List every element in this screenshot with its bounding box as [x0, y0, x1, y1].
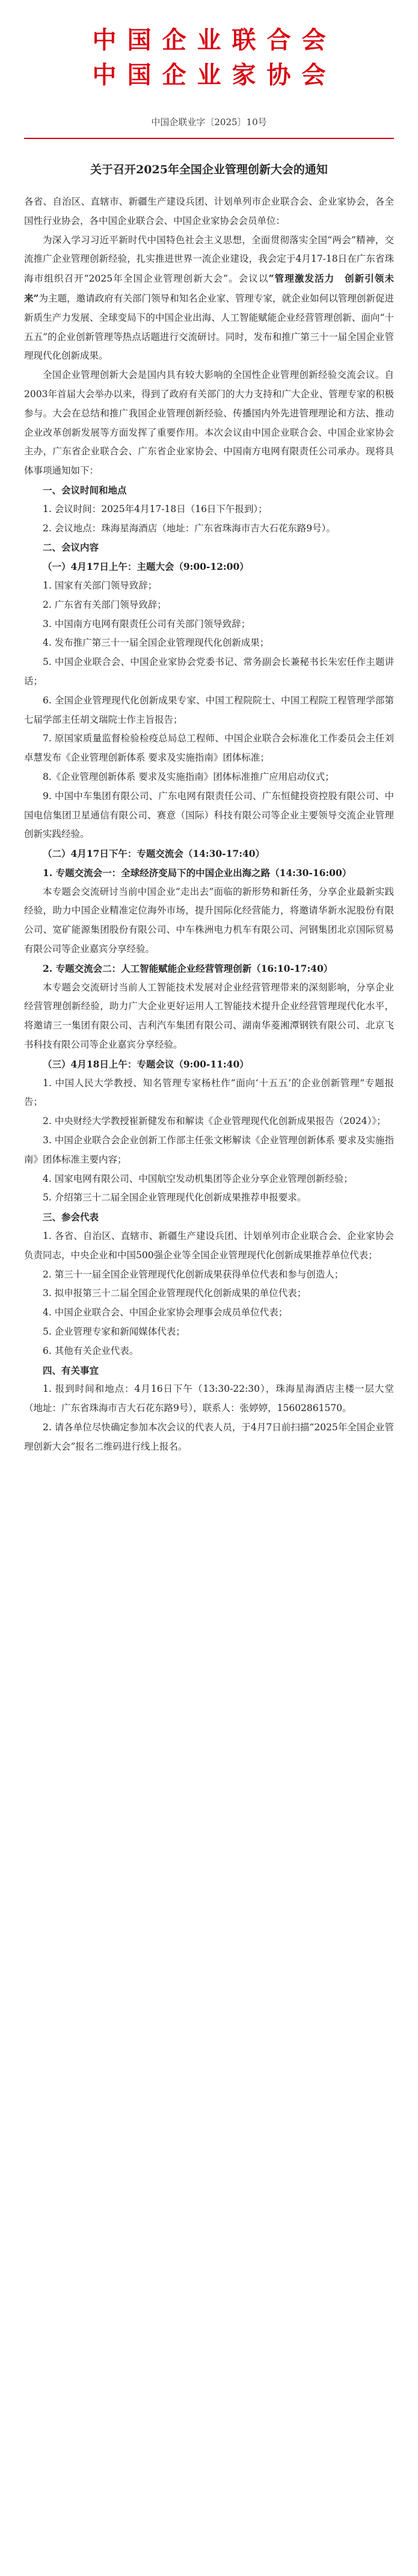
section-1-heading: 一、会议时间和地点 [43, 484, 127, 496]
intro-text-b: 为主题，邀请政府有关部门领导和知名企业家、管理专家，就企业如何以管理创新促进新质生产力发展、全球变局下的中国企业出海、人工智能赋能企业经营管理创新、面向“十五五”的企业创新管理等热点话题进行交流研讨。同时，发布和推广第三十一届全国企业管理现代化创新成果。 [24, 292, 394, 362]
intro-paragraph-2: 全国企业管理创新大会是国内具有较大影响的全国性企业管理创新经验交流会议。自2003年首届大会举办以来，得到了政府有关部门的大力支持和广大企业、管理专家的积极参与。大会在总结和推广我国企业管理创新经验、传播国内外先进管理理论和方法、推动企业改革创新发展等方面发挥了重要作用。本次会议由中国企业联合会、中国企业家协会主办，广东省企业联合会、广东省企业家协会、中国南方电网有限责任公司承办。现将具体事项通知如下： [24, 369, 394, 477]
matters-item: 1. 报到时间和地点：4月16日下午（13:30-22:30），珠海星海酒店主楼一层大堂（地址：广东省珠海市吉大石花东路9号），联系人：张婷婷，15602861570。 [24, 1383, 394, 1414]
letterhead-line-2: 中国企业家协会 [92, 61, 337, 89]
attendee-item: 3. 拟申报第三十二届全国企业管理现代化创新成果的单位代表； [43, 1288, 307, 1299]
agenda-item: 7. 原国家质量监督检验检疫总局总工程师、中国企业联合会标准化工作委员会主任刘卓慧发布《企业管理创新体系 要求及实施指南》团体标准； [24, 733, 394, 764]
conference-theme: “管理激发活力 创新引领未来” [24, 273, 394, 304]
attendee-item: 1. 各省、自治区、直辖市、新疆生产建设兵团、计划单列市企业联合会、企业家协会负责同志，中央企业和中国500强企业等全国企业管理现代化创新成果推荐单位代表； [24, 1231, 394, 1261]
agenda-item: 9. 中国中车集团有限公司、广东电网有限责任公司、广东恒健投资控股有限公司、中国电信集团卫星通信有限公司、赛意（国际）科技有限公司等企业主要领导交流企业管理创新实践经验。 [24, 790, 394, 840]
agenda-item: 3. 中国企业联合会企业创新工作部主任张文彬解读《企业管理创新体系 要求及实施指南》团体标准主要内容； [24, 1135, 394, 1165]
forum-2-title: 2. 专题交流会二：人工智能赋能企业经营管理创新（16:10-17:40） [43, 962, 333, 974]
section-2-sub-1: （一）4月17日上午：主题大会（9:00-12:00） [43, 561, 249, 573]
agenda-item: 2. 中央财经大学教授崔新健发布和解读《企业管理现代化创新成果报告（2024）》； [43, 1116, 386, 1127]
document-number: 中国企联业字〔2025〕10号 [151, 117, 267, 128]
forum-1-body: 本专题会交流研讨当前中国企业“走出去”面临的新形势和新任务，分享企业最新实践经验，助力中国企业精准定位海外市场，提升国际化经营能力，将邀请华新水泥股份有限公司、宽矿能源集团股份有限公司、中车株洲电力机车有限公司、河钢集团北京国际贸易有限公司等企业嘉宾分享经验。 [24, 886, 394, 955]
notice-title: 关于召开2025年全国企业管理创新大会的通知 [90, 163, 328, 176]
intro-paragraph-1 [24, 231, 394, 366]
agenda-item: 1. 中国人民大学教授、知名管理专家杨杜作“面向‘十五五’的企业创新管理”专题报告； [24, 1077, 394, 1108]
section-4-heading: 四、有关事宜 [43, 1364, 99, 1376]
matters-item: 2. 请各单位尽快确定参加本次会议的代表人员，于4月7日前扫描“2025年全国企业管理创新大会”报名二维码进行线上报名。 [24, 1422, 394, 1452]
agenda-item: 8.《企业管理创新体系 要求及实施指南》团体标准推广应用启动仪式； [43, 771, 334, 782]
letterhead [35, 23, 394, 93]
agenda-item: 6. 全国企业管理现代化创新成果专家、中国工程院院士、中国工程院工程管理学部第七届学部主任胡文瑞院士作主旨报告； [24, 694, 394, 725]
agenda-item: 4. 发布推广第三十一届全国企业管理现代化创新成果； [43, 637, 269, 649]
agenda-item: 1. 国家有关部门领导致辞； [43, 579, 158, 591]
agenda-item: 4. 国家电网有限公司、中国航空发动机集团等企业分享企业管理创新经验； [43, 1173, 353, 1184]
agenda-item: 5. 介绍第三十二届全国企业管理现代化创新成果推荐申报要求。 [43, 1192, 307, 1203]
agenda-item: 3. 中国南方电网有限责任公司有关部门领导致辞； [43, 618, 251, 629]
letterhead-line-1: 中国企业联合会 [92, 26, 337, 54]
forum-2-body: 本专题会交流研讨当前人工智能技术发展对企业经营管理带来的深刻影响，分享企业经营管理创新经验，助力广大企业更好运用人工智能技术提升企业经营管理现代化水平，将邀请三一集团有限公司、吉利汽车集团有限公司、湖南华菱湘潭钢铁有限公司、北京飞书科技有限公司等企业嘉宾分享经验。 [24, 981, 394, 1051]
section-3-heading: 三、参会代表 [43, 1211, 99, 1223]
attendee-item: 6. 其他有关企业代表。 [43, 1345, 139, 1356]
attendee-item: 2. 第三十一届全国企业管理现代化创新成果获得单位代表和参与创造人； [43, 1268, 344, 1280]
agenda-item: 2. 广东省有关部门领导致辞； [43, 599, 167, 610]
intro-text-a: 为深入学习习近平新时代中国特色社会主义思想，全面贯彻落实全国“两会”精神，交流推广企业管理创新经验，扎实推进世界一流企业建设，我会定于4月17-18日在广东省珠海市组织召开“2025年全国企业管理创新大会”。会议以 [24, 234, 394, 285]
section-2-sub-3: （三）4月18日上午：专题会议（9:00-11:40） [43, 1058, 249, 1070]
section-2-sub-2: （二）4月17日下午：专题交流会（14:30-17:40） [43, 848, 265, 860]
section-2-heading: 二、会议内容 [43, 542, 99, 554]
red-divider [24, 138, 394, 139]
attendee-item: 4. 中国企业联合会、中国企业家协会理事会成员单位代表； [43, 1307, 288, 1318]
section-1-item: 2. 会议地点：珠海星海酒店（地址：广东省珠海市吉大石花东路9号）。 [43, 522, 336, 534]
section-1-item: 1. 会议时间：2025年4月17-18日（16日下午报到）； [43, 503, 268, 514]
agenda-item: 5. 中国企业联合会、中国企业家协会党委书记、常务副会长兼秘书长朱宏任作主题讲话； [24, 656, 394, 687]
forum-1-title: 1. 专题交流会一：全球经济变局下的中国企业出海之路（14:30-16:00） [43, 866, 352, 879]
attendee-item: 5. 企业管理专家和新闻媒体代表； [43, 1326, 185, 1338]
addressee: 各省、自治区、直辖市、新疆生产建设兵团、计划单列市企业联合会、企业家协会，各全国性行业协会，各中国企业联合会、中国企业家协会会员单位： [24, 196, 394, 226]
